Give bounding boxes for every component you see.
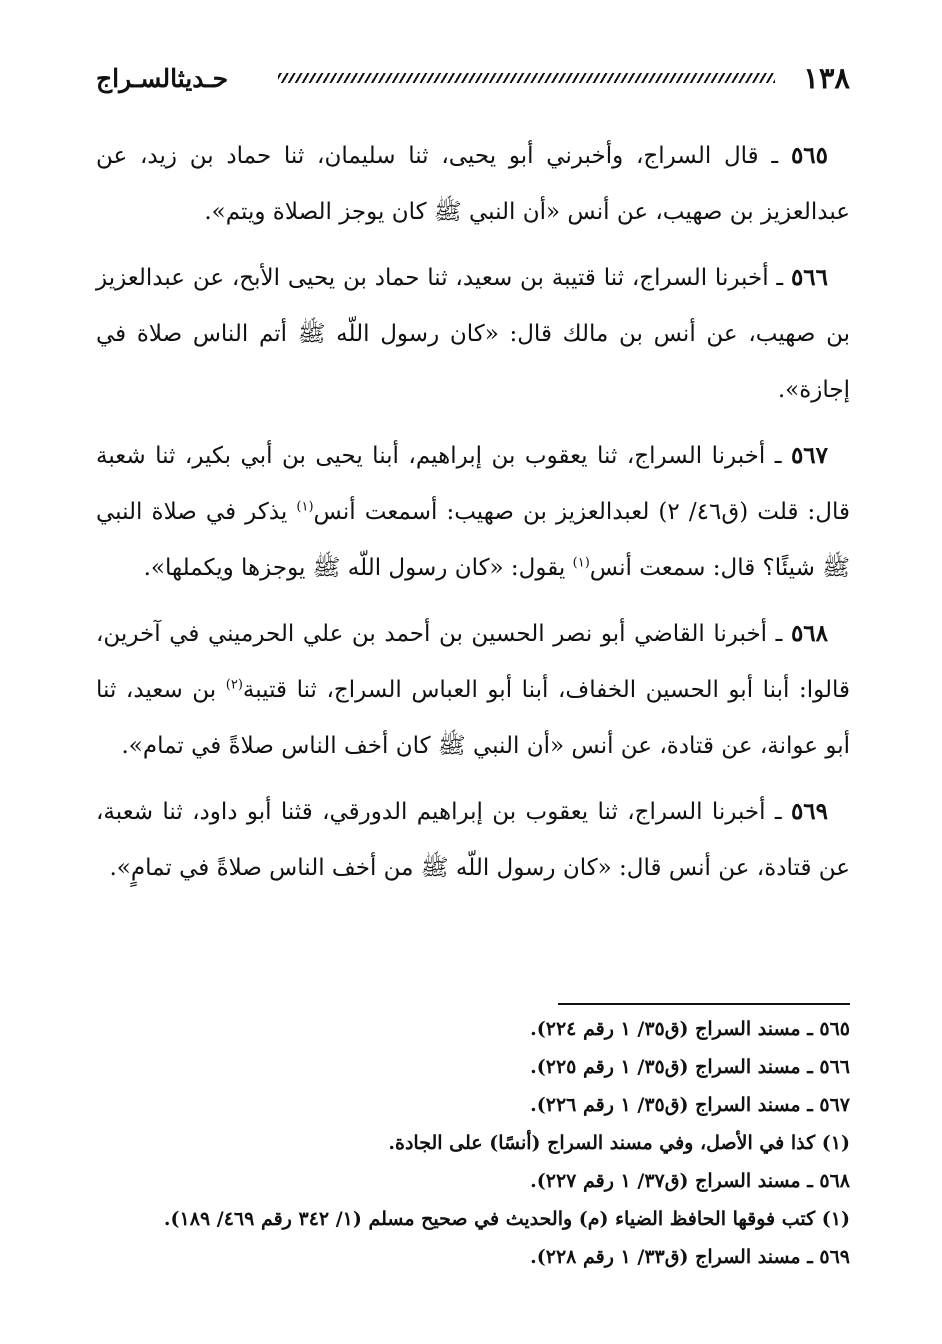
footnote-marker: (١) xyxy=(296,499,314,515)
hadith-566 xyxy=(96,250,850,418)
hadith-text: ـ أخبرنا السراج، ثنا قتيبة بن سعيد، ثنا حماد بن يحيى الأبح، عن عبدالعزيز بن صهيب، عن أنس بن مالك قال: «كان رسول اللّه ﷺ أتم الناس صلاة في إجازة». xyxy=(96,265,850,403)
footnote-marker: (٢) xyxy=(225,677,243,693)
main-text xyxy=(96,128,850,906)
footnote-separator xyxy=(558,1003,850,1005)
hadith-number: ٥٦٩ xyxy=(790,798,828,825)
hadith-568 xyxy=(96,606,850,774)
footnote-line: (١) كتب فوقها الحافظ الضياء (م) والحديث في صحيح مسلم (١/ ٣٤٢ رقم ٤٦٩/ ١٨٩). xyxy=(163,1208,850,1230)
hadith-number: ٥٦٧ xyxy=(790,442,828,469)
hadith-number: ٥٦٦ xyxy=(790,264,828,291)
footnote-line: ٥٦٧ ـ مسند السراج (ق٣٥/ ١ رقم ٢٢٦). xyxy=(530,1094,850,1116)
page-number: ١٣٨ xyxy=(803,61,850,95)
hadith-567 xyxy=(96,428,850,596)
footnote-line: ٥٦٦ ـ مسند السراج (ق٣٥/ ١ رقم ٢٢٥). xyxy=(530,1056,850,1078)
footnotes xyxy=(96,1010,850,1276)
page-header xyxy=(96,58,850,98)
footnote-marker: (١) xyxy=(572,555,590,571)
hadith-text: يقول: «كان رسول اللّه ﷺ يوجزها ويكملها». xyxy=(143,555,573,581)
hadith-text: ـ أخبرنا القاضي أبو نصر الحسين بن أحمد بن علي الحرميني في آخرين، قالوا: أبنا أبو الحسين الخفاف، أبنا أبو العباس السراج، ثنا قتيبة xyxy=(96,621,850,703)
hadith-569 xyxy=(96,784,850,896)
footnote-line: ٥٦٩ ـ مسند السراج (ق٣٣/ ١ رقم ٢٢٨). xyxy=(530,1246,850,1268)
footnote-line: (١) كذا في الأصل، وفي مسند السراج (أنسًا) على الجادة. xyxy=(388,1132,850,1154)
hadith-number: ٥٦٥ xyxy=(790,142,828,169)
header-hatched-rule xyxy=(278,73,775,83)
hadith-number: ٥٦٨ xyxy=(790,620,828,647)
running-title: حـديثالسـراج xyxy=(96,63,229,93)
hadith-text: ـ قال السراج، وأخبرني أبو يحيى، ثنا سليمان، ثنا حماد بن زيد، عن عبدالعزيز بن صهيب، عن أنس «أن النبي ﷺ كان يوجز الصلاة ويتم». xyxy=(96,143,850,225)
hadith-text: بن سعيد، ثنا أبو عوانة، عن قتادة، عن أنس «أن النبي ﷺ كان أخف الناس صلاةً في تمام». xyxy=(96,677,850,759)
footnote-line: ٥٦٨ ـ مسند السراج (ق٣٧/ ١ رقم ٢٢٧). xyxy=(530,1170,850,1192)
hadith-565 xyxy=(96,128,850,240)
footnote-line: ٥٦٥ ـ مسند السراج (ق٣٥/ ١ رقم ٢٢٤). xyxy=(530,1018,850,1040)
hadith-text: ـ أخبرنا السراج، ثنا يعقوب بن إبراهيم، أبنا يحيى بن أبي بكير، ثنا شعبة قال: قلت (ق٤٦/ ٢) لعبدالعزيز بن صهيب: أسمعت أنس xyxy=(96,443,850,525)
hadith-text: ـ أخبرنا السراج، ثنا يعقوب بن إبراهيم الدورقي، قثنا أبو داود، ثنا شعبة، عن قتادة، عن أنس قال: «كان رسول اللّه ﷺ من أخف الناس صلاةً في تمامٍ». xyxy=(96,799,850,881)
hadith-text: يذكر في صلاة النبي ﷺ شيئًا؟ قال: سمعت أنس xyxy=(96,499,850,581)
